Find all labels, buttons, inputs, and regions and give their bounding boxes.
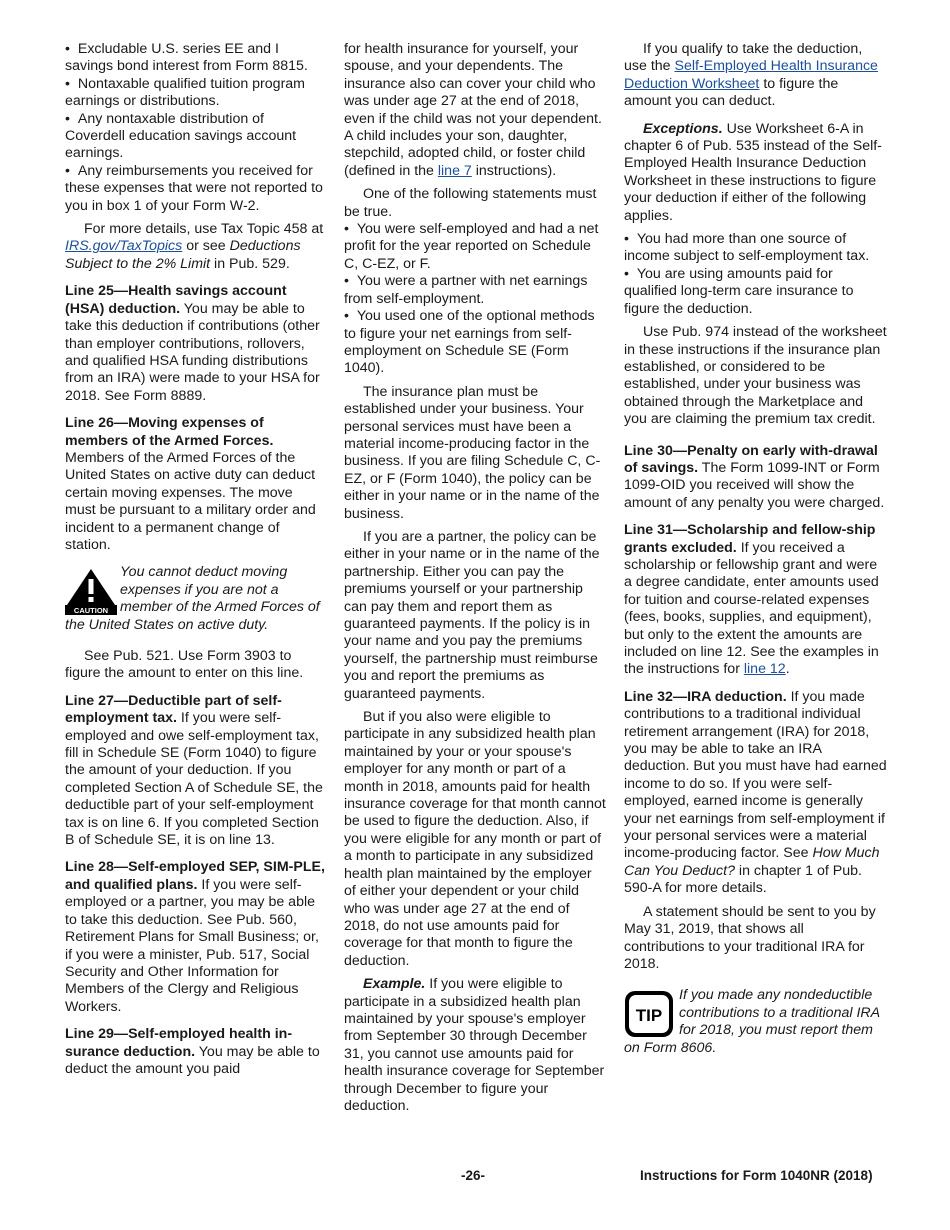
line-26-heading: Line 26—Moving expenses of members of the Armed Forces. bbox=[65, 415, 274, 449]
line-27-section: Line 27—Deductible part of self-employment tax. If you were self-employed and owe self-employment tax, fill in Schedule SE (Form 1040) to figure the amount of your deduction. If you completed Section A of Schedule SE, the deductible part of your self-employment tax is on line 6. If you completed Section B of Schedule SE, it is on line 13. bbox=[65, 692, 323, 849]
column-3 bbox=[624, 41, 887, 1057]
pub974-paragraph: Use Pub. 974 instead of the worksheet in these instructions if the insurance plan established, or considered to be established, under your business was obtained through the Marketplace and you are claiming the premium tax credit. bbox=[624, 324, 887, 428]
line-32-heading: Line 32—IRA deduction. bbox=[624, 688, 787, 705]
bullet-more-than-one-source: • You had more than one source of income subject to self-employment tax. bbox=[624, 231, 887, 266]
line-29-heading: Line 29—Self-employed health in-surance deduction. bbox=[65, 1026, 293, 1060]
partner-policy-paragraph: If you are a partner, the policy can be either in your name or in the name of the partnership. Either you can pay the premiums yourself or your partnership can pay them and report them as guaranteed payments. If the policy is in your name and you pay the premiums yourself, the partnership must reimburse you and report the premiums as guaranteed payments. bbox=[344, 528, 600, 702]
page-number: -26- bbox=[461, 1168, 486, 1183]
taxtopics-link[interactable]: IRS.gov/TaxTopics bbox=[65, 238, 183, 255]
bullet-tuition-program: • Nontaxable qualified tuition program earnings or distributions. bbox=[65, 76, 327, 111]
worksheet-link[interactable]: Self-Employed Health Insurance Deduction Worksheet bbox=[624, 58, 878, 92]
subsidized-plan-paragraph: But if you also were eligible to participate in any subsidized health plan maintained by your or your spouse's employer for any month or part of a month in 2018, amounts paid for health insurance coverage for that month cannot be used to figure the deduction. Also, if you were eligible for any month or part of a month to participate in any subsidized health plan maintained by the employer of either your dependent or your child who was under age 27 at the end of 2018, do not use amounts paid for coverage for that month to figure the deduction. bbox=[344, 709, 606, 969]
line-32-section: Line 32—IRA deduction. If you made contributions to a traditional individual retirement arrangement (IRA) for 2018, you may be able to take an IRA deduction. But you must have had earned income to do so. If you were self-employed, earned income is generally your net earnings from self-employment if your personal services were a material income-producing factor. See How Much Can You Deduct? in chapter 1 of Pub. 590-A for more details. bbox=[624, 688, 887, 897]
bullet-self-employed: • You were self-employed and had a net profit for the year reported on Schedule C, C-EZ, or F. bbox=[344, 221, 607, 273]
bullet-reimbursements: • Any reimbursements you received for these expenses that were not reported to you in box 1 of your Form W-2. bbox=[65, 163, 327, 215]
line-26-section: Line 26—Moving expenses of members of the Armed Forces. Members of the Armed Forces of the United States on active duty can deduct certain moving expenses. The move must be pursuant to a military order and incident to a permanent change of station. bbox=[65, 415, 316, 553]
column-2 bbox=[344, 41, 607, 1115]
statement-paragraph: A statement should be sent to you by May 31, 2019, that shows all contributions to your traditional IRA for 2018. bbox=[624, 903, 876, 972]
line-28-section: Line 28—Self-employed SEP, SIM-PLE, and qualified plans. If you were self-employed or a partner, you may be able to take this deduction. See Pub. 560, Retirement Plans for Small Business; or, if you were a minister, Pub. 517, Social Security and Other Information for Members of the Clergy and Religious Workers. bbox=[65, 859, 325, 1015]
bullet-partner: • You were a partner with net earnings from self-employment. bbox=[344, 273, 607, 308]
line-30-heading: Line 30—Penalty on early with-drawal of savings. bbox=[624, 442, 878, 476]
line-29-section: Line 29—Self-employed health in-surance deduction. You may be able to deduct the amount you paid bbox=[65, 1026, 320, 1077]
svg-text:CAUTION: CAUTION bbox=[73, 606, 109, 616]
example-paragraph: Example. If you were eligible to participate in a subsidized health plan maintained by your spouse's employer from September 30 through December 31, you cannot use amounts paid for health insurance coverage for September through December to figure your deduction. bbox=[344, 976, 605, 1114]
bullet-savings-bond: • Excludable U.S. series EE and I savings bond interest from Form 8815. bbox=[65, 41, 327, 76]
caution-icon bbox=[65, 567, 117, 615]
line-27-heading: Line 27—Deductible part of self-employment tax. bbox=[65, 692, 282, 727]
caution-note bbox=[65, 564, 327, 634]
example-heading: Example. bbox=[363, 976, 426, 993]
pub521-paragraph: See Pub. 521. Use Form 3903 to figure the amount to enter on this line. bbox=[65, 648, 304, 682]
column-1 bbox=[65, 41, 327, 1078]
qualify-paragraph: If you qualify to take the deduction, use the Self-Employed Health Insurance Deduction Worksheet to figure the amount you can deduct. bbox=[624, 41, 878, 110]
tip-icon bbox=[624, 990, 676, 1038]
footer-title: Instructions for Form 1040NR (2018) bbox=[640, 1168, 873, 1183]
line-7-link[interactable]: line 7 bbox=[437, 162, 472, 179]
exceptions-paragraph: Exceptions. Use Worksheet 6-A in chapter 6 of Pub. 535 instead of the Self-Employed Health Insurance Deduction Worksheet in these instructions to figure your deduction if either of the following applies. bbox=[624, 120, 882, 224]
line-28-heading: Line 28—Self-employed SEP, SIM-PLE, and qualified plans. bbox=[65, 859, 325, 893]
bullet-optional-methods: • You used one of the optional methods to figure your net earnings from self-employment on Schedule SE (Form 1040). bbox=[344, 308, 607, 378]
insurance-plan-paragraph: The insurance plan must be established under your business. Your personal services must have been a material income-producing factor in the business. If you are filing Schedule C, C-EZ, or F (Form 1040), the policy can be either in your name or in the name of the business. bbox=[344, 383, 601, 522]
statements-intro: One of the following statements must be true. bbox=[344, 186, 597, 220]
caution-text: You cannot deduct moving expenses if you are not a member of the Armed Forces of the United States on active duty. bbox=[65, 564, 320, 633]
tip-text: If you made any nondeductible contributions to a traditional IRA for 2018, you must report them on Form 8606. bbox=[624, 987, 880, 1056]
health-insurance-paragraph: for health insurance for yourself, your spouse, and your dependents. The insurance also can cover your child who was under age 27 at the end of 2018, even if the child was not your dependent. A child includes your son, daughter, stepchild, adopted child, or foster child (defined in the line 7 instructions). bbox=[344, 41, 602, 179]
line-25-section: Line 25—Health savings account (HSA) deduction. You may be able to take this deduction if contributions (other than employer contributions, rollovers, and qualified HSA funding distributions from an IRA) were made to your HSA for 2018. See Form 8889. bbox=[65, 283, 320, 404]
svg-text:TIP: TIP bbox=[635, 1006, 663, 1026]
details-paragraph: For more details, use Tax Topic 458 at IRS.gov/TaxTopics or see Deductions Subject to the 2% Limit in Pub. 529. bbox=[65, 221, 324, 272]
line-31-section: Line 31—Scholarship and fellow-ship grants excluded. If you received a scholarship or fellowship grant and were a degree candidate, enter amounts used for tuition and course-related expenses (fees, books, supplies, and equipment), but only to the extent the amounts are included on line 12. See the examples in the instructions for line 12. bbox=[624, 522, 879, 678]
line-12-link[interactable]: line 12 bbox=[743, 661, 786, 678]
tip-note bbox=[624, 987, 887, 1057]
bullet-coverdell: • Any nontaxable distribution of Coverdell education savings account earnings. bbox=[65, 111, 327, 163]
bullet-long-term-care: • You are using amounts paid for qualified long-term care insurance to figure the deduction. bbox=[624, 266, 887, 318]
exceptions-heading: Exceptions. bbox=[643, 120, 723, 137]
line-25-heading: Line 25—Health savings account (HSA) deduction. bbox=[65, 283, 287, 317]
line-31-heading: Line 31—Scholarship and fellow-ship grants excluded. bbox=[624, 522, 876, 556]
line-30-section: Line 30—Penalty on early with-drawal of savings. The Form 1099-INT or Form 1099-OID you received will show the amount of any penalty you were charged. bbox=[624, 442, 885, 511]
